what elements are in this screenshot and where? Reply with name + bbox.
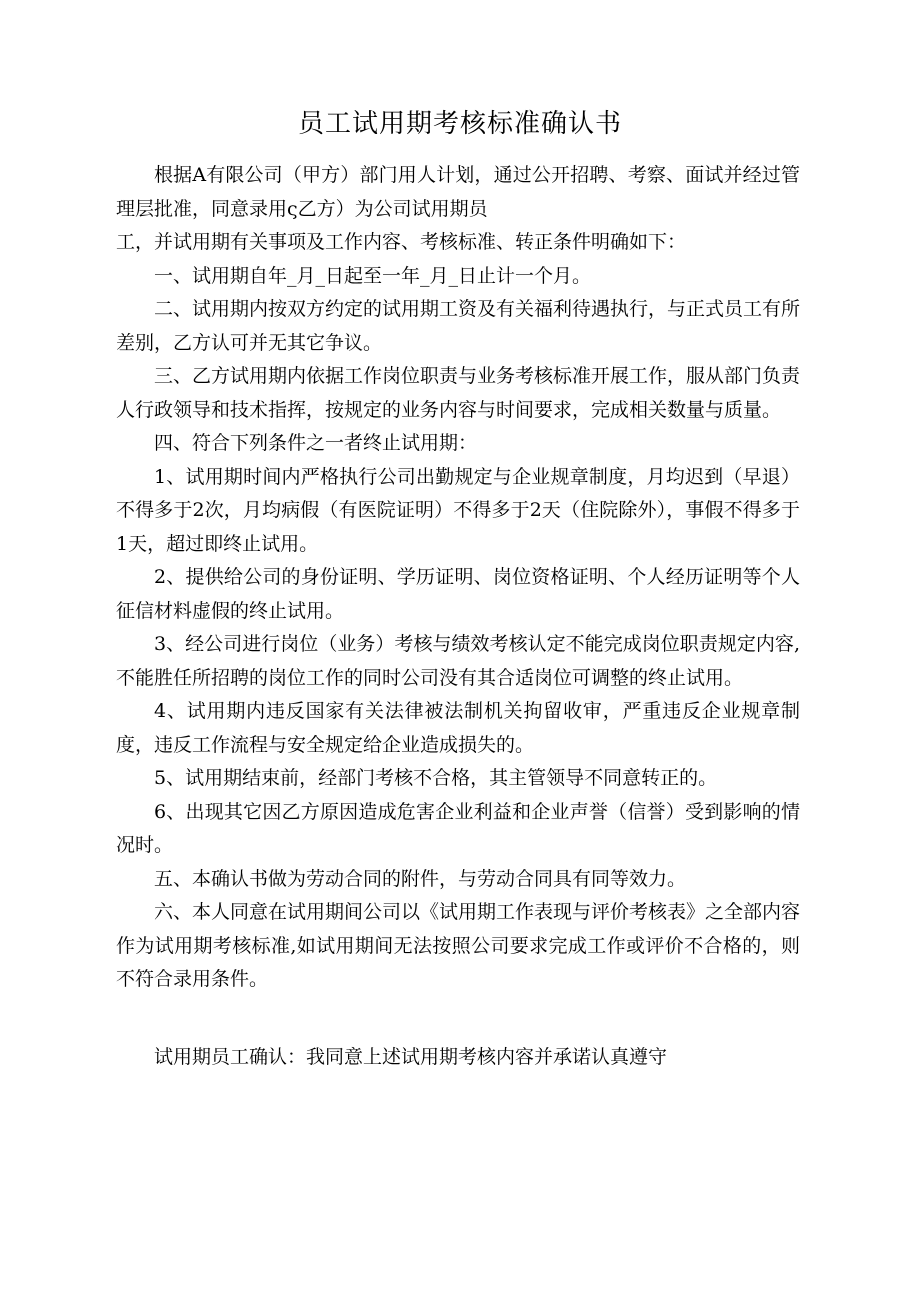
intro-paragraph-continued: 工，并试用期有关事项及工作内容、考核标准、转正条件明确如下：: [116, 231, 687, 253]
condition-4: 4、试用期内违反国家有关法律被法制机关拘留收审，严重违反企业规章制度，违反工作流程与安全规定给企业造成损失的。: [116, 700, 800, 756]
section-spacer: [116, 997, 800, 1041]
clause-2: 二、试用期内按双方约定的试用期工资及有关福利待遇执行，与正式员工有所差别，乙方认可并无其它争议。: [116, 298, 801, 354]
clause-1: 一、试用期自年_月_日起至一年_月_日止计一个月。: [154, 264, 592, 287]
document-title: 员工试用期考核标准确认书: [297, 109, 622, 139]
clause-4: 四、符合下列条件之一者终止试用期：: [154, 432, 478, 454]
clause-5: 五、本确认书做为劳动合同的附件，与劳动合同具有同等效力。: [154, 867, 687, 890]
clause-3: 三、乙方试用期内依据工作岗位职责与业务考核标准开展工作，服从部门负责人行政领导和技术指挥，按规定的业务内容与时间要求，完成相关数量与质量。: [116, 365, 801, 421]
condition-6: 6、出现其它因乙方原因造成危害企业利益和企业声誉（信誉）受到影响的情况时。: [116, 800, 800, 856]
clause-6: 六、本人同意在试用期间公司以《试用期工作表现与评价考核表》之全部内容作为试用期考核标准,如试用期间无法按照公司要求完成工作或评价不合格的，则不符合录用条件。: [116, 901, 801, 990]
document-body: [116, 159, 800, 1074]
condition-3: 3、经公司进行岗位（业务）考核与绩效考核认定不能完成岗位职责规定内容,不能胜任所招聘的岗位工作的同时公司没有其合适岗位可调整的终止试用。: [116, 633, 800, 689]
condition-1: 1、试用期时间内严格执行公司出勤规定与企业规章制度，月均迟到（早退）不得多于2次，月均病假（有医院证明）不得多于2天（住院除外），事假不得多于1天，超过即终止试用。: [116, 465, 800, 555]
condition-5: 5、试用期结束前，经部门考核不合格，其主管领导不同意转正的。: [154, 767, 718, 789]
condition-2: 2、提供给公司的身份证明、学历证明、岗位资格证明、个人经历证明等个人征信材料虚假的终止试用。: [116, 566, 800, 622]
employee-confirmation: 试用期员工确认：我同意上述试用期考核内容并承诺认真遵守: [154, 1045, 668, 1068]
intro-paragraph: 根据A有限公司（甲方）部门用人计划，通过公开招聘、考察、面试并经过管理层批准，同意录用ς乙方）为公司试用期员: [116, 164, 800, 220]
